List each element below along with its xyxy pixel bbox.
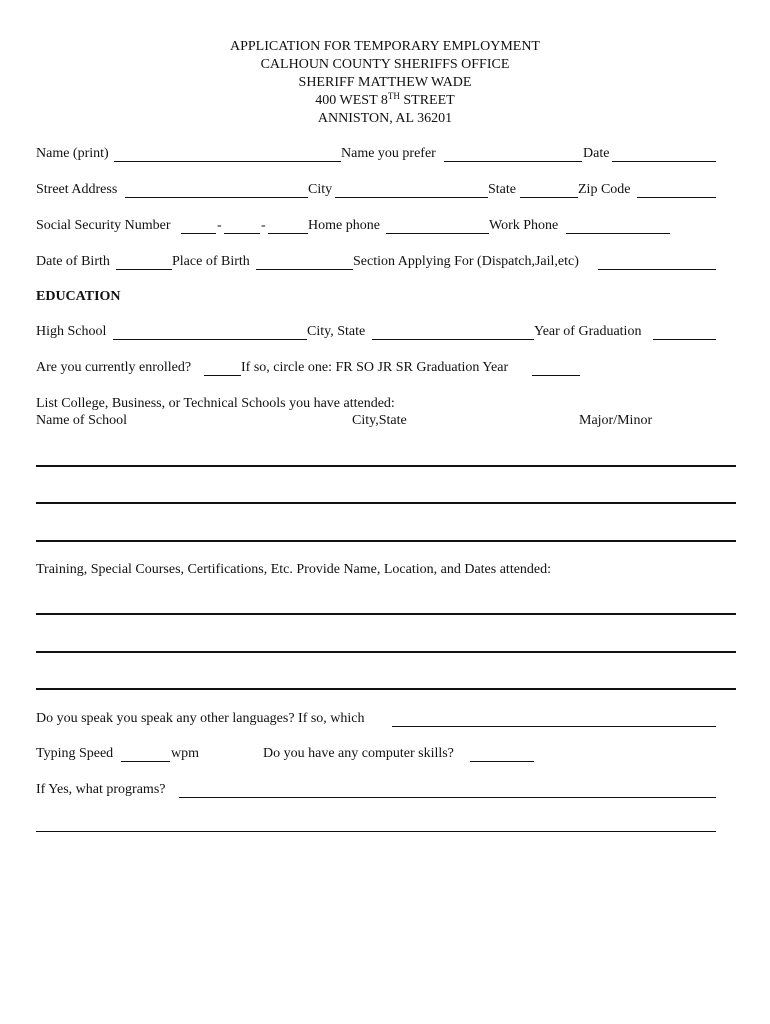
enrolled-row [36, 359, 716, 379]
office-name: CALHOUN COUNTY SHERIFFS OFFICE [260, 57, 510, 72]
ssn-field-1[interactable] [181, 217, 216, 234]
typing-row [36, 745, 716, 765]
name-print-label: Name (print) [36, 146, 109, 161]
address-row [36, 181, 716, 201]
form-title: APPLICATION FOR TEMPORARY EMPLOYMENT [230, 39, 540, 54]
zip-field[interactable] [637, 181, 716, 198]
city-label: City [308, 182, 333, 197]
college-line-3[interactable] [36, 540, 736, 542]
date-field[interactable] [612, 145, 716, 162]
name-prefer-label: Name you prefer [341, 146, 436, 161]
languages-label: Do you speak you speak any other languages? If so, which [36, 711, 365, 726]
name-row [36, 145, 716, 165]
training-row [36, 561, 716, 581]
computer-skills-field[interactable] [470, 745, 534, 762]
zip-label: Zip Code [578, 182, 631, 197]
name-print-field[interactable] [114, 145, 341, 162]
school-name-column: Name of School [36, 413, 127, 428]
education-heading-row [36, 288, 716, 308]
home-phone-field[interactable] [386, 217, 489, 234]
ssn-dash: - [217, 218, 222, 233]
street-label: Street Address [36, 182, 118, 197]
ssn-dash: - [261, 218, 266, 233]
office-street: 400 WEST 8TH STREET [315, 91, 455, 108]
colleges-columns-row [36, 412, 716, 432]
city-field[interactable] [335, 181, 488, 198]
computer-skills-label: Do you have any computer skills? [263, 746, 454, 761]
school-city-column: City,State [352, 413, 407, 428]
training-line-1[interactable] [36, 613, 736, 615]
college-line-1[interactable] [36, 465, 736, 467]
pob-field[interactable] [256, 253, 353, 270]
grad-year-label: Year of Graduation [534, 324, 642, 339]
office-city: ANNISTON, AL 36201 [317, 111, 453, 126]
hs-city-state-field[interactable] [372, 323, 534, 340]
training-line-3[interactable] [36, 688, 736, 690]
high-school-label: High School [36, 324, 107, 339]
typing-speed-label: Typing Speed [36, 746, 114, 761]
enrolled-label: Are you currently enrolled? [36, 360, 192, 375]
programs-row [36, 781, 716, 801]
pob-label: Place of Birth [172, 254, 250, 269]
education-heading: EDUCATION [36, 289, 121, 304]
high-school-field[interactable] [113, 323, 307, 340]
work-phone-field[interactable] [566, 217, 670, 234]
wpm-label: wpm [171, 746, 199, 761]
dob-label: Date of Birth [36, 254, 110, 269]
colleges-label: List College, Business, or Technical Schools you have attended: [36, 396, 395, 411]
work-phone-label: Work Phone [489, 218, 559, 233]
state-field[interactable] [520, 181, 578, 198]
languages-row [36, 710, 716, 730]
ssn-field-3[interactable] [268, 217, 308, 234]
programs-line-2[interactable] [36, 831, 716, 832]
current-grad-year-field[interactable] [532, 359, 580, 376]
name-prefer-field[interactable] [444, 145, 582, 162]
hs-city-state-label: City, State [307, 324, 366, 339]
dob-field[interactable] [116, 253, 172, 270]
school-major-column: Major/Minor [579, 413, 653, 428]
date-label: Date [583, 146, 610, 161]
section-label: Section Applying For (Dispatch,Jail,etc) [353, 254, 579, 269]
ssn-field-2[interactable] [224, 217, 260, 234]
typing-speed-field[interactable] [121, 745, 170, 762]
birth-section-row [36, 253, 716, 273]
ssn-label: Social Security Number [36, 218, 171, 233]
training-line-2[interactable] [36, 651, 736, 653]
programs-label: If Yes, what programs? [36, 782, 166, 797]
programs-field[interactable] [179, 781, 716, 798]
ssn-phone-row [36, 217, 716, 237]
home-phone-label: Home phone [308, 218, 380, 233]
high-school-row [36, 323, 716, 343]
training-label: Training, Special Courses, Certifications, Etc. Provide Name, Location, and Dates attended: [36, 562, 552, 577]
form-header [0, 38, 770, 128]
languages-field[interactable] [392, 710, 716, 727]
grad-year-field[interactable] [653, 323, 716, 340]
college-line-2[interactable] [36, 502, 736, 504]
sheriff-name: SHERIFF MATTHEW WADE [298, 75, 472, 90]
section-field[interactable] [598, 253, 716, 270]
enrolled-field[interactable] [204, 359, 241, 376]
state-label: State [488, 182, 516, 197]
class-year-label: If so, circle one: FR SO JR SR Graduation Year [241, 360, 509, 375]
street-field[interactable] [125, 181, 308, 198]
